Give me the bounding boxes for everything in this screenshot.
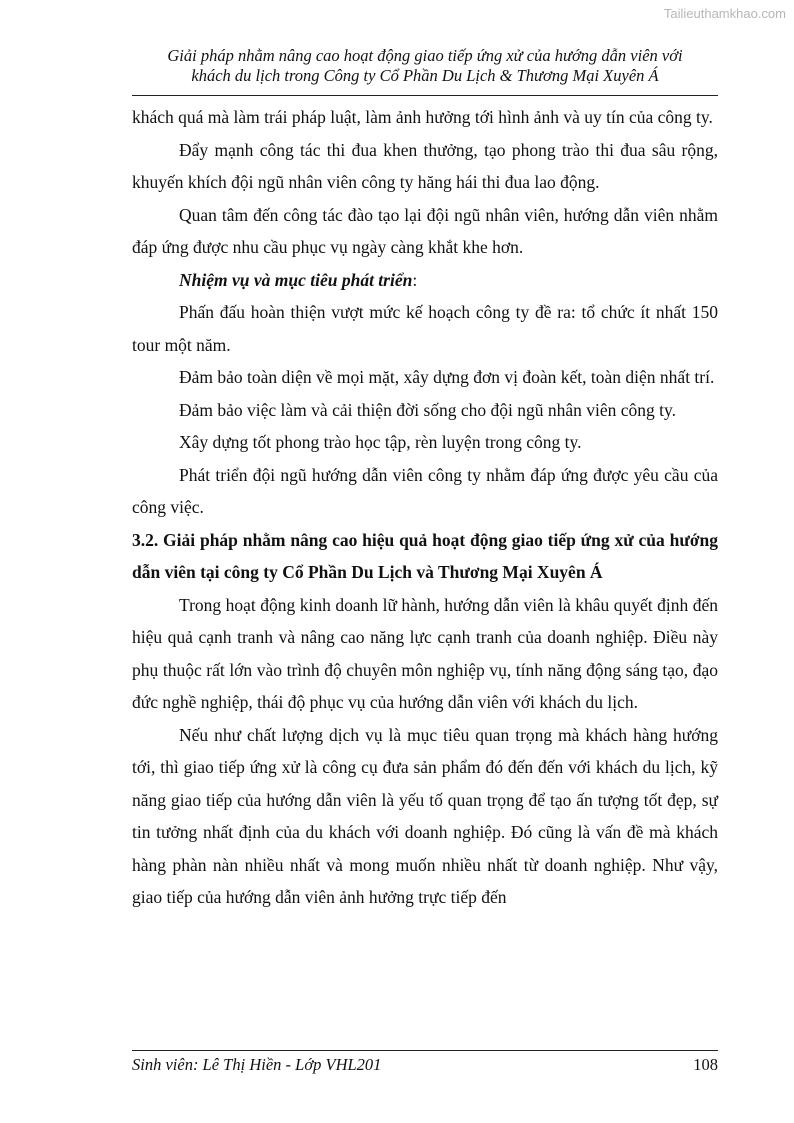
paragraph: Trong hoạt động kinh doanh lữ hành, hướng dẫn viên là khâu quyết định đến hiệu quả cạnh tranh và nâng cao năng lực cạnh tranh của doanh nghiệp. Điều này phụ thuộc rất lớn vào trình độ chuyên môn nghiệp vụ, tính năng động sáng tạo, đạo đức nghề nghiệp, thái độ phục vụ của hướng dẫn viên với khách du lịch.	[132, 594, 718, 712]
paragraph: Quan tâm đến công tác đào tạo lại đội ngũ nhân viên, hướng dẫn viên nhằm đáp ứng được nhu cầu phục vụ ngày càng khắt khe hơn.	[132, 204, 718, 257]
subheading-colon: :	[412, 269, 418, 290]
footer-divider	[132, 1050, 718, 1051]
paragraph: Đảm bảo toàn diện về mọi mặt, xây dựng đơn vị đoàn kết, toàn diện nhất trí.	[179, 367, 715, 387]
footer-author: Sinh viên: Lê Thị Hiền - Lớp VHL201	[132, 1055, 382, 1074]
watermark: Tailieuthamkhao.com	[663, 6, 786, 21]
header-line-2: khách du lịch trong Công ty Cổ Phần Du Lịch & Thương Mại Xuyên Á	[191, 66, 659, 85]
header-divider	[132, 95, 718, 96]
subheading	[132, 264, 718, 297]
header-line-1: Giải pháp nhằm nâng cao hoạt động giao tiếp ứng xử của hướng dẫn viên với	[167, 46, 683, 65]
paragraph-continuation: khách quá mà làm trái pháp luật, làm ảnh hưởng tới hình ảnh và uy tín của công ty.	[132, 107, 713, 127]
paragraph: Phát triển đội ngũ hướng dẫn viên công ty nhằm đáp ứng được yêu cầu của công việc.	[132, 464, 718, 517]
paragraph: Phấn đấu hoàn thiện vượt mức kế hoạch công ty đề ra: tổ chức ít nhất 150 tour một năm.	[132, 302, 718, 355]
page-footer	[132, 1055, 718, 1075]
paragraph: Đẩy mạnh công tác thi đua khen thưởng, tạo phong trào thi đua sâu rộng, khuyến khích đội ngũ nhân viên công ty hăng hái thi đua lao động.	[132, 139, 718, 192]
subheading-text: Nhiệm vụ và mục tiêu phát triển	[179, 269, 413, 290]
page-number: 108	[693, 1055, 718, 1074]
section-heading: 3.2. Giải pháp nhằm nâng cao hiệu quả hoạt động giao tiếp ứng xử của hướng dẫn viên tại công ty Cổ Phần Du Lịch và Thương Mại Xuyên Á	[132, 529, 718, 582]
running-header	[132, 46, 718, 86]
paragraph: Xây dựng tốt phong trào học tập, rèn luyện trong công ty.	[179, 432, 582, 452]
paragraph: Nếu như chất lượng dịch vụ là mục tiêu quan trọng mà khách hàng hướng tới, thì giao tiếp ứng xử là công cụ đưa sản phẩm đó đến đến với khách du lịch, kỹ năng giao tiếp của hướng dẫn viên là yếu tố quan trọng để tạo ấn tượng tốt đẹp, sự tin tưởng nhất định của du khách với doanh nghiệp. Đó cũng là vấn đề mà khách hàng phàn nàn nhiều nhất và mong muốn nhiều nhất từ doanh nghiệp. Như vậy, giao tiếp của hướng dẫn viên ảnh hưởng trực tiếp đến	[132, 724, 718, 907]
document-body	[132, 101, 718, 914]
paragraph: Đảm bảo việc làm và cải thiện đời sống cho đội ngũ nhân viên công ty.	[179, 399, 677, 420]
